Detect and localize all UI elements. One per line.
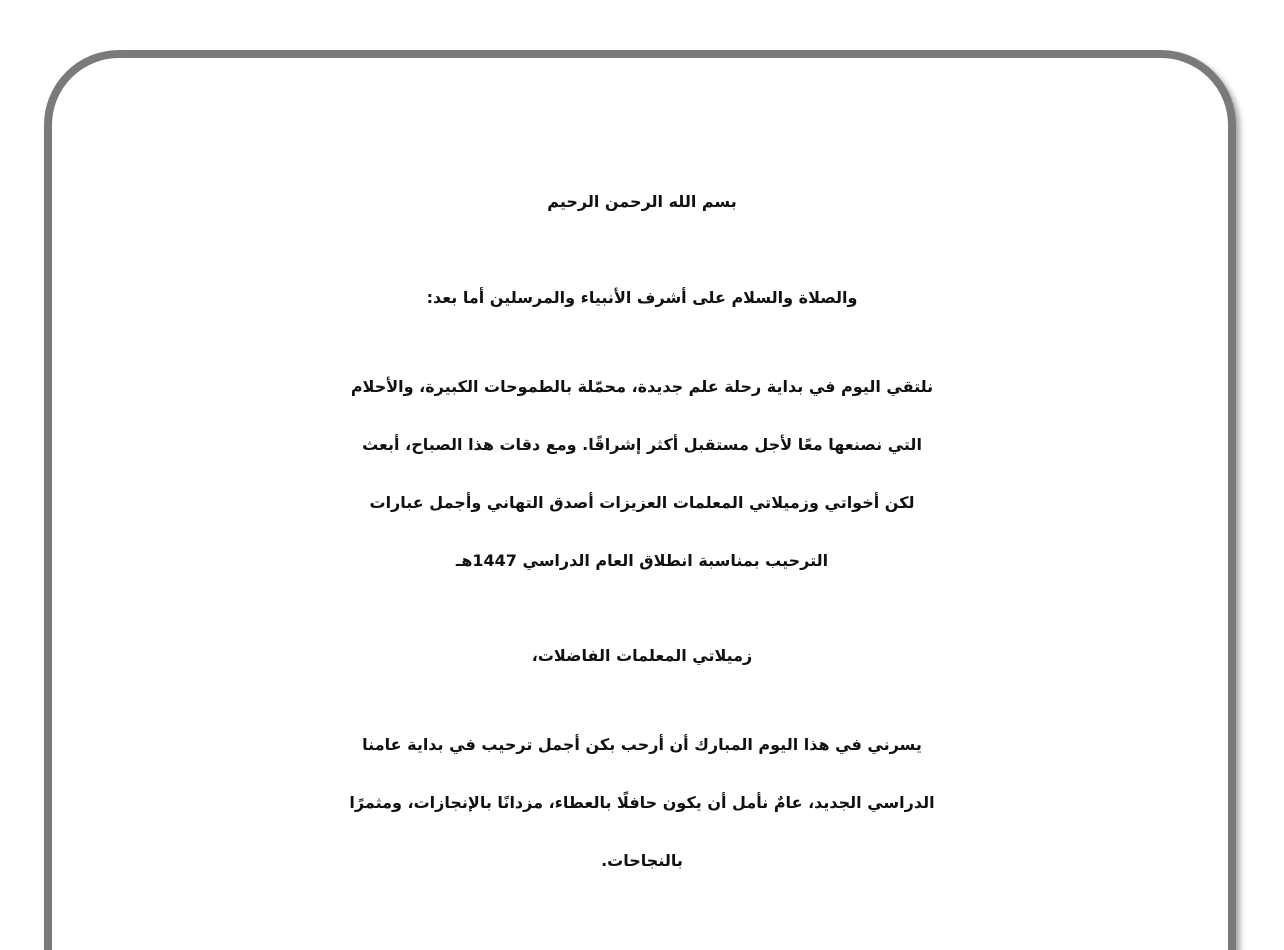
intro-line: الترحيب بمناسبة انطلاق العام الدراسي 1447هـ	[455, 551, 829, 570]
intro-line: نلتقي اليوم في بداية رحلة علم جديدة، محمّلة بالطموحات الكبيرة، والأحلام	[350, 377, 934, 396]
salutation: والصلاة والسلام على أشرف الأنبياء والمرسلين أما بعد:	[426, 288, 858, 307]
welcome-paragraph	[80, 716, 1204, 890]
intro-paragraph	[80, 358, 1204, 590]
intro-line: لكن أخواتي وزميلاتي المعلمات العزيزات أصدق التهاني وأجمل عبارات	[369, 493, 915, 512]
welcome-line: يسرني في هذا اليوم المبارك أن أرحب بكن أجمل ترحيب في بداية عامنا	[362, 735, 922, 754]
basmala: بسم الله الرحمن الرحيم	[547, 192, 737, 211]
welcome-line: الدراسي الجديد، عامٌ نأمل أن يكون حافلًا بالعطاء، مزدانًا بالإنجازات، ومثمرًا	[349, 793, 935, 812]
address-line: زميلاتي المعلمات الفاضلات،	[531, 646, 753, 665]
letter-body	[80, 172, 1204, 890]
intro-line: التي نصنعها معًا لأجل مستقبل أكثر إشراقًا. ومع دقات هذا الصباح، أبعث	[362, 435, 922, 454]
welcome-line: بالنجاحات.	[601, 851, 683, 870]
